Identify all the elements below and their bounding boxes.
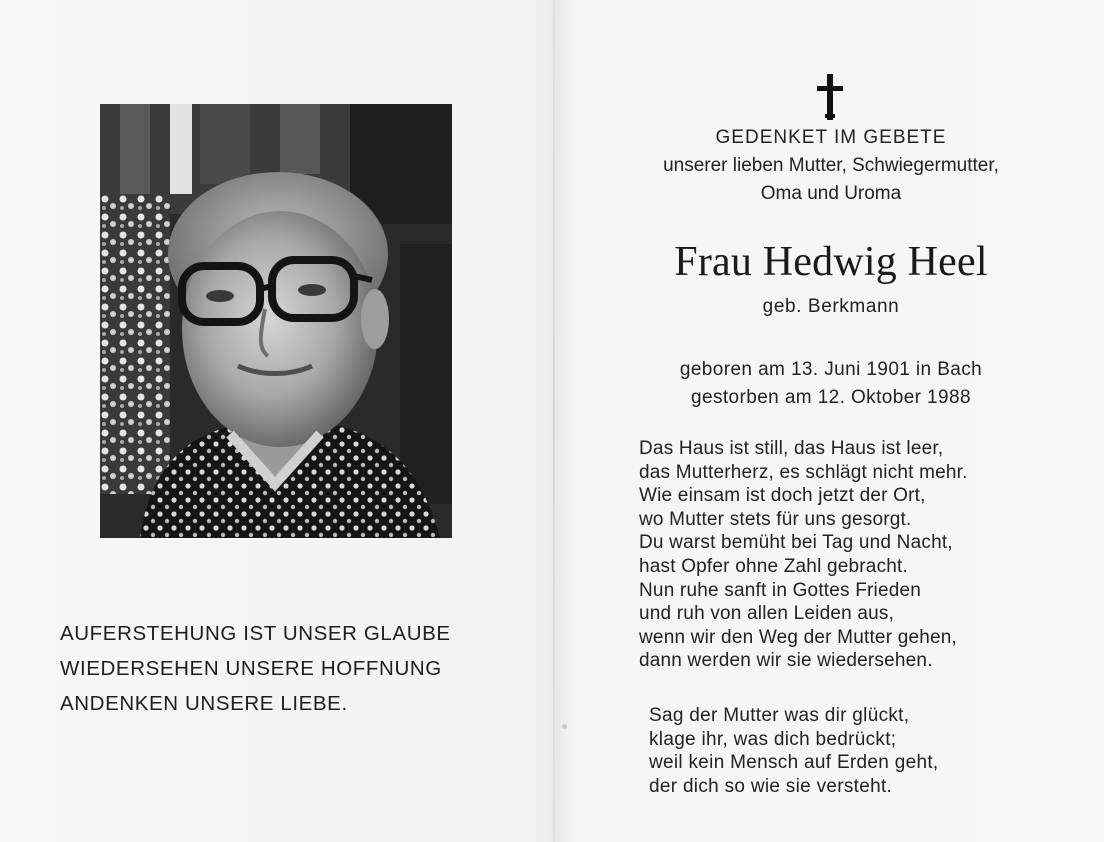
verse-line: Sag der Mutter was dir glückt, [649,705,910,726]
life-dates [600,356,1062,412]
maiden-name: geb. Berkmann [762,296,900,317]
poem-line: und ruh von allen Leiden aus, [639,603,895,625]
poem-line: wenn wir den Weg der Mutter gehen, [639,626,958,648]
poem-line: Wie einsam ist doch jetzt der Ort, [639,485,926,507]
poem-line: Das Haus ist still, das Haus ist leer, [639,438,944,459]
deceased-name: Frau Hedwig Heel [674,239,988,285]
header-title: GEDENKET IM GEBETE [715,127,947,148]
fold-line [553,0,555,842]
verse-line: der dich so wie sie versteht. [649,775,893,797]
poem-line: dann werden wir sie wiedersehen. [639,650,933,672]
verse-line: klage ihr, was dich bedrückt; [649,728,897,750]
paper-speck [562,724,567,729]
motto-line: AUFERSTEHUNG IST UNSER GLAUBE [60,622,451,645]
header-line: unserer lieben Mutter, Schwiegermutter, [663,155,999,176]
memorial-motto [60,616,530,721]
portrait-photo-icon [100,104,452,538]
portrait-photo [100,104,452,538]
motto-line: ANDENKEN UNSERE LIEBE. [60,692,348,715]
verse-line: weil kein Mensch auf Erden geht, [649,752,939,774]
poem-line: das Mutterherz, es schlägt nicht mehr. [639,461,968,483]
header-line: Oma und Uroma [760,183,902,204]
poem-line: Nun ruhe sanft in Gottes Frieden [639,579,922,601]
remembrance-header [600,124,1062,208]
motto-line: WIEDERSEHEN UNSERE HOFFNUNG [60,657,442,680]
memorial-poem [639,437,1069,673]
poem-line: Du warst bemüht bei Tag und Nacht, [639,532,953,554]
poem-line: hast Opfer ohne Zahl gebracht. [639,555,908,577]
poem-line: wo Mutter stets für uns gesorgt. [639,508,912,530]
birth-date: geboren am 13. Juni 1901 in Bach [679,359,983,380]
memorial-verse [649,704,1069,798]
death-date: gestorben am 12. Oktober 1988 [691,387,971,408]
latin-cross-icon [815,74,845,120]
